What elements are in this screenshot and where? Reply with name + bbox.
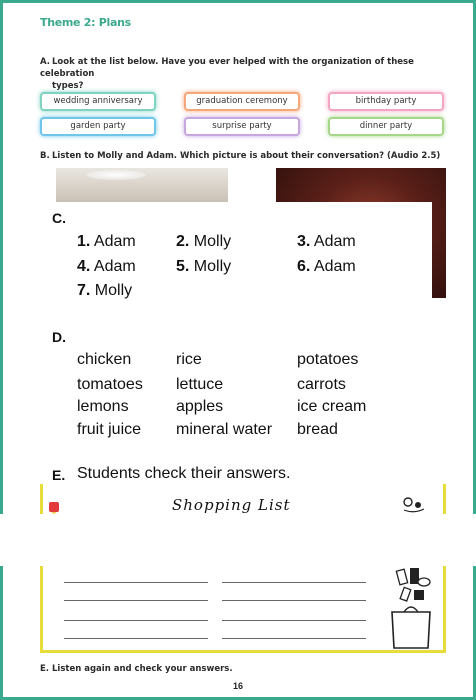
answer-d-word: potatoes [297, 351, 359, 368]
answer-c-name: Adam [93, 258, 136, 275]
answer-c-item [77, 258, 136, 276]
food-doodle-icon [400, 496, 428, 514]
shopping-list-title: Shopping List [172, 496, 291, 514]
answer-c-name: Adam [313, 233, 356, 250]
section-b-letter: B. [40, 151, 50, 161]
answer-d-word: bread [297, 421, 338, 438]
photo-left [56, 168, 228, 202]
answer-e-header: E. [52, 467, 66, 483]
answer-d-header: D. [52, 329, 66, 345]
answer-e-text: Students check their answers. [77, 465, 291, 482]
section-f-text: Listen again and check your answers. [52, 664, 233, 674]
answer-c-item [77, 282, 132, 300]
section-b-text: Listen to Molly and Adam. Which picture is about their conversation? (Audio 2.5) [52, 151, 441, 161]
section-a-line1: Look at the list below. Have you ever helped with the organization of these celebration [40, 57, 414, 79]
section-a-prompt [40, 56, 450, 92]
answer-d-word: lemons [77, 398, 129, 415]
writing-line[interactable] [64, 582, 208, 583]
section-f-letter: E. [40, 664, 50, 674]
answer-d-word: apples [176, 398, 224, 415]
writing-line[interactable] [222, 582, 366, 583]
answer-c-number: 6. [297, 258, 311, 275]
celebration-option: wedding anniversary [42, 94, 154, 109]
section-f-prompt [40, 664, 233, 674]
answer-d-word: rice [176, 351, 202, 368]
writing-line[interactable] [222, 620, 366, 621]
section-a-line2: types? [52, 81, 84, 91]
section-b-prompt [40, 150, 440, 162]
answer-c-number: 5. [176, 258, 190, 275]
answer-c-name: Molly [193, 233, 232, 250]
theme-title: Theme 2: Plans [40, 16, 131, 29]
grocery-bag-icon [384, 566, 438, 650]
answer-c-item [77, 233, 136, 251]
answer-c-item [176, 258, 231, 276]
answer-c-number: 3. [297, 233, 311, 250]
answer-d-word: fruit juice [77, 421, 142, 438]
answer-d-word: tomatoes [77, 376, 143, 393]
celebration-option: birthday party [330, 94, 442, 109]
writing-line[interactable] [64, 620, 208, 621]
writing-line[interactable] [64, 638, 208, 639]
answer-c-name: Adam [93, 233, 136, 250]
answer-d-word: carrots [297, 376, 346, 393]
answer-c-name: Adam [313, 258, 356, 275]
answer-d-word: chicken [77, 351, 132, 368]
answer-d-word: ice cream [297, 398, 367, 415]
answer-c-header: C. [52, 210, 66, 226]
answer-c-item [297, 233, 356, 251]
answer-c-number: 2. [176, 233, 190, 250]
answer-c-item [176, 233, 231, 251]
answer-d-word: lettuce [176, 376, 224, 393]
answer-c-name: Molly [193, 258, 232, 275]
celebration-option: graduation ceremony [186, 94, 298, 109]
writing-line[interactable] [222, 600, 366, 601]
answer-c-number: 4. [77, 258, 91, 275]
page-gap [0, 514, 476, 566]
writing-line[interactable] [64, 600, 208, 601]
answer-c-number: 1. [77, 233, 91, 250]
answer-d-word: mineral water [176, 421, 273, 438]
answer-c-number: 7. [77, 282, 91, 299]
writing-line[interactable] [222, 638, 366, 639]
pencil-icon [47, 500, 61, 514]
celebration-option: garden party [42, 119, 154, 134]
page-number: 16 [232, 681, 243, 691]
section-a-letter: A. [40, 57, 50, 67]
answer-c-name: Molly [94, 282, 133, 299]
celebration-option: dinner party [330, 119, 442, 134]
celebration-option: surprise party [186, 119, 298, 134]
answer-c-item [297, 258, 356, 276]
